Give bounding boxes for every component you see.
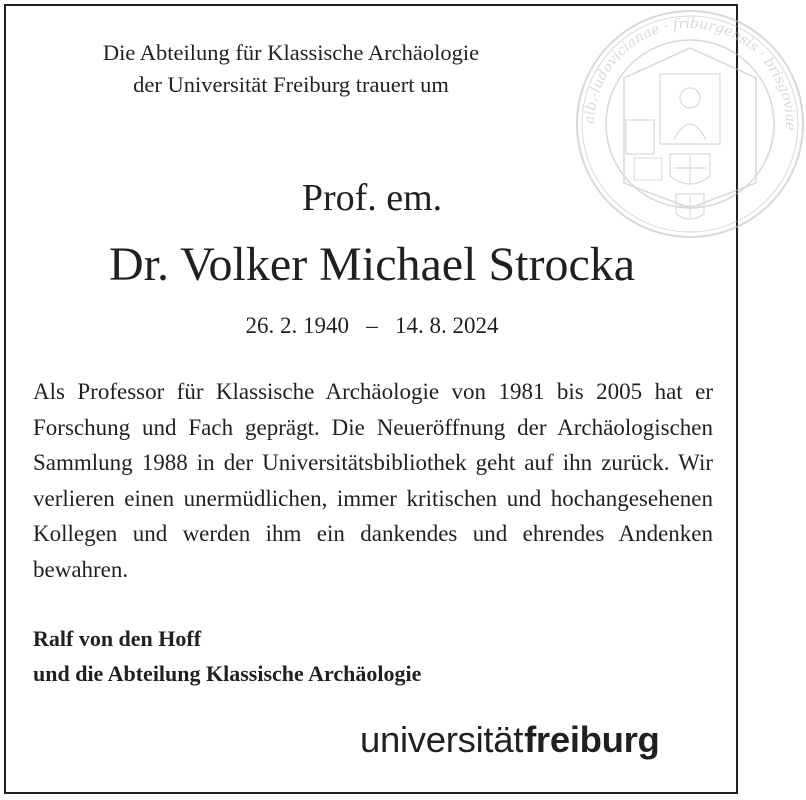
header xyxy=(36,37,546,101)
signature xyxy=(33,621,421,691)
life-dates xyxy=(0,313,744,339)
header-line-2: der Universität Freiburg trauert um xyxy=(133,72,449,97)
obituary-text: Als Professor für Klassische Archäologie von 1981 bis 2005 hat er Forschung und Fach geprägt. Die Neueröffnung der Archäologischen Sammlung 1988 in der Universitätsbibliothek geht auf ihn zurück. Wir verlieren einen unermüdlichen, immer kritischen und hochangesehenen Kollegen und werden ihm ein dankendes und ehrendes Andenken bewahren. xyxy=(33,379,713,582)
signature-line-2: und die Abteilung Klassische Archäologie xyxy=(33,661,422,686)
signature-line-1: Ralf von den Hoff xyxy=(33,626,202,651)
svg-text:alb.-ludovicianae · friburgens xyxy=(582,16,798,131)
logo-word-freiburg: freiburg xyxy=(524,719,660,760)
header-line-1: Die Abteilung für Klassische Archäologie xyxy=(102,40,480,65)
logo-word-universitaet: universität xyxy=(360,719,524,760)
academic-title: Prof. em. xyxy=(301,177,443,219)
deceased-name: Dr. Volker Michael Strocka xyxy=(108,238,636,291)
university-logo xyxy=(360,719,660,761)
death-date: 14. 8. 2024 xyxy=(395,313,499,338)
seal-inscription: alb.-ludovicianae · friburgensis · brisgoviae xyxy=(581,15,799,131)
date-separator: – xyxy=(366,313,378,338)
birth-date: 26. 2. 1940 xyxy=(245,313,349,338)
